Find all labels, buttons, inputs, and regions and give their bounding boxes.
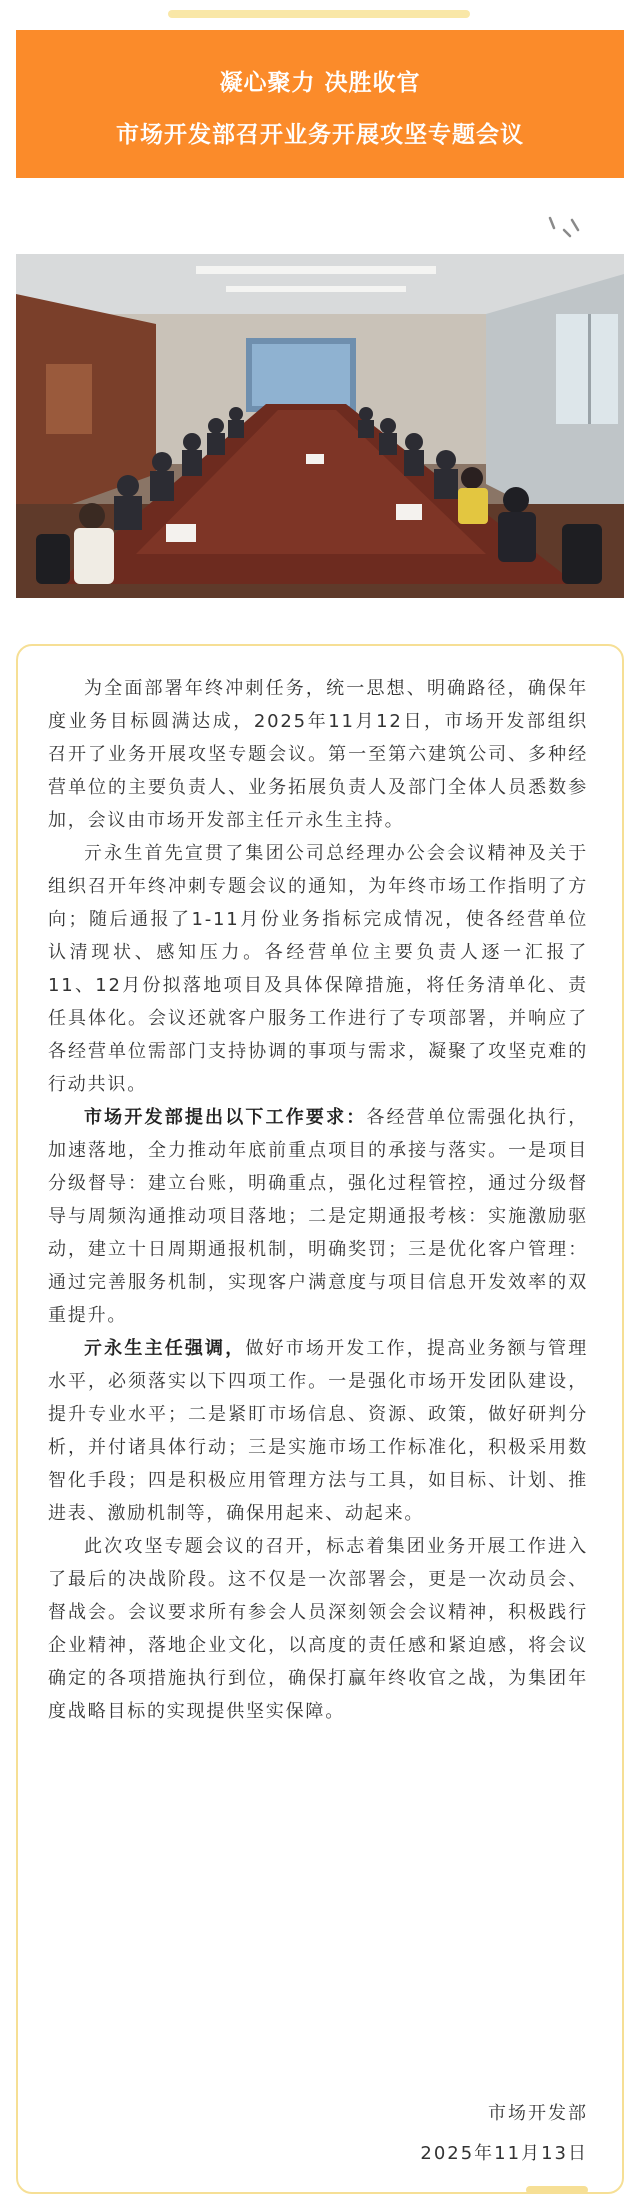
meeting-photo <box>16 254 624 598</box>
signature-department: 市场开发部 <box>488 2103 588 2124</box>
top-accent-bar <box>168 10 470 18</box>
meeting-room-illustration <box>16 254 624 598</box>
article-paragraph <box>48 1530 588 1728</box>
title-banner <box>16 30 624 178</box>
title-line-2: 市场开发部召开业务开展攻坚专题会议 <box>116 122 524 148</box>
article-paragraph <box>48 837 588 1101</box>
paragraph-text: 做好市场开发工作，提高业务额与管理水平，必须落实以下四项工作。一是强化市场开发团队建设，提升专业水平；二是紧盯市场信息、资源、政策，做好研判分析，并付诸具体行动；三是实施市场工作标准化，积极采用数智化手段；四是积极应用管理方法与工具，如目标、计划、推进表、激励机制等，确保用起来、动起来。 <box>48 1338 588 1524</box>
sparkle-decoration-icon <box>544 214 604 254</box>
article-paragraph <box>48 1332 588 1530</box>
article-paragraph <box>48 1101 588 1332</box>
card-corner-accent <box>526 2186 588 2194</box>
paragraph-text: 此次攻坚专题会议的召开，标志着集团业务开展工作进入了最后的决战阶段。这不仅是一次部署会，更是一次动员会、督战会。会议要求所有参会人员深刻领会会议精神，积极践行企业精神，落地企业文化，以高度的责任感和紧迫感，将会议确定的各项措施执行到位，确保打赢年终收官之战，为集团年度战略目标的实现提供坚实保障。 <box>48 1536 588 1722</box>
article-body <box>48 672 588 1728</box>
signature-date: 2025年11月13日 <box>420 2143 588 2164</box>
paragraph-text: 为全面部署年终冲刺任务，统一思想、明确路径，确保年度业务目标圆满达成，2025年11月12日，市场开发部组织召开了业务开展攻坚专题会议。第一至第六建筑公司、多种经营单位的主要负责人、业务拓展负责人及部门全体人员悉数参加，会议由市场开发部主任亓永生主持。 <box>48 678 588 831</box>
paragraph-lead: 亓永生主任强调， <box>84 1338 246 1359</box>
paragraph-lead: 市场开发部提出以下工作要求： <box>84 1107 367 1128</box>
article-paragraph <box>48 672 588 837</box>
paragraph-text: 各经营单位需强化执行，加速落地，全力推动年底前重点项目的承接与落实。一是项目分级督导：建立台账，明确重点，强化过程管控，通过分级督导与周频沟通推动项目落地；二是定期通报考核：实施激励驱动，建立十日周期通报机制，明确奖罚；三是优化客户管理：通过完善服务机制，实现客户满意度与项目信息开发效率的双重提升。 <box>48 1107 588 1326</box>
title-line-1: 凝心聚力 决胜收官 <box>219 70 421 96</box>
paragraph-text: 亓永生首先宣贯了集团公司总经理办公会会议精神及关于组织召开年终冲刺专题会议的通知，为年终市场工作指明了方向；随后通报了1-11月份业务指标完成情况，使各经营单位认清现状、感知压力。各经营单位主要负责人逐一汇报了11、12月份拟落地项目及具体保障措施，将任务清单化、责任具体化。会议还就客户服务工作进行了专项部署，并响应了各经营单位需部门支持协调的事项与需求，凝聚了攻坚克难的行动共识。 <box>48 843 588 1095</box>
signature-block <box>420 2094 588 2174</box>
